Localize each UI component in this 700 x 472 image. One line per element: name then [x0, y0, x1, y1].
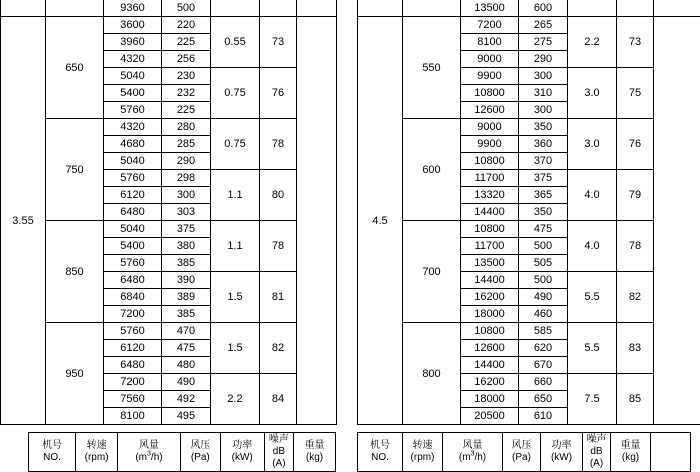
noise-cell: 79 [617, 170, 654, 221]
flow-cell: 8100 [104, 408, 162, 425]
power-cell: 1.1 [211, 221, 260, 272]
pressure-cell: 310 [519, 85, 568, 102]
pressure-cell: 370 [519, 153, 568, 170]
flow-cell: 16200 [461, 289, 519, 306]
pressure-cell: 650 [519, 391, 568, 408]
model-cell-top [1, 0, 46, 17]
power-cell: 7.5 [568, 374, 617, 425]
noise-cell: 82 [617, 272, 654, 323]
flow-cell: 10800 [461, 221, 519, 238]
speed-cell: 650 [46, 17, 104, 119]
header-flow: 风量 $(m^3/h)$ [118, 433, 181, 472]
flow-cell: 9000 [461, 119, 519, 136]
noise-cell: 85 [617, 374, 654, 425]
pressure-cell: 600 [519, 0, 568, 17]
header-extra [651, 433, 691, 472]
left-header-row [28, 432, 336, 472]
pressure-cell: 230 [162, 68, 211, 85]
header-noise: 噪声 dB (A) [583, 433, 611, 472]
flow-cell: 5760 [104, 102, 162, 119]
noise-cell: 76 [617, 119, 654, 170]
power-cell: 3.0 [568, 119, 617, 170]
pressure-cell: 380 [162, 238, 211, 255]
pressure-cell: 480 [162, 357, 211, 374]
power-cell: 2.2 [211, 374, 260, 425]
noise-cell: 83 [617, 323, 654, 374]
flow-cell: 18000 [461, 306, 519, 323]
noise-cell: 82 [260, 323, 297, 374]
power-cell: 1.5 [211, 272, 260, 323]
flow-cell: 13500 [461, 0, 519, 17]
pressure-cell: 475 [519, 221, 568, 238]
pressure-cell: 390 [162, 272, 211, 289]
flow-cell: 14400 [461, 357, 519, 374]
flow-cell: 3600 [104, 17, 162, 34]
header-power: 功率 (kW) [220, 433, 264, 472]
flow-cell: 20500 [461, 408, 519, 425]
pressure-cell: 620 [519, 340, 568, 357]
flow-cell: 7200 [461, 17, 519, 34]
flow-cell: 10800 [461, 323, 519, 340]
speed-cell: 850 [46, 221, 104, 323]
weight-cell-top [297, 0, 337, 17]
speed-cell: 700 [403, 221, 461, 323]
flow-cell: 13500 [461, 255, 519, 272]
flow-cell: 11700 [461, 170, 519, 187]
pressure-cell: 285 [162, 136, 211, 153]
power-cell: 2.2 [568, 17, 617, 68]
right-header-row [357, 432, 691, 472]
power-cell: 1.1 [211, 170, 260, 221]
speed-cell: 800 [403, 323, 461, 425]
flow-cell: 7560 [104, 391, 162, 408]
pressure-cell: 500 [519, 238, 568, 255]
power-cell: 1.5 [211, 323, 260, 374]
speed-cell: 600 [403, 119, 461, 221]
pressure-cell: 256 [162, 51, 211, 68]
pressure-cell: 375 [162, 221, 211, 238]
flow-cell: 7200 [104, 374, 162, 391]
speed-cell-top [46, 0, 104, 17]
flow-cell: 5040 [104, 221, 162, 238]
pressure-cell: 300 [519, 102, 568, 119]
pressure-cell: 670 [519, 357, 568, 374]
weight-cell [654, 17, 700, 425]
flow-cell: 14400 [461, 272, 519, 289]
pressure-cell: 225 [162, 34, 211, 51]
flow-cell: 6120 [104, 187, 162, 204]
pressure-cell: 385 [162, 255, 211, 272]
model-no-cell: 3.55 [1, 17, 46, 425]
flow-cell: 10800 [461, 85, 519, 102]
header-pressure: 风压 (Pa) [503, 433, 541, 472]
power-cell: 0.55 [211, 17, 260, 68]
noise-cell: 76 [260, 68, 297, 119]
power-cell-top [211, 0, 260, 17]
pressure-cell: 303 [162, 204, 211, 221]
pressure-cell: 290 [519, 51, 568, 68]
flow-cell: 3960 [104, 34, 162, 51]
power-cell-top [568, 0, 617, 17]
flow-cell: 9360 [104, 0, 162, 17]
pressure-cell: 660 [519, 374, 568, 391]
header-flow: 风量 $(m^3/h)$ [443, 433, 503, 472]
flow-cell: 10800 [461, 153, 519, 170]
header-model-no: 机号 NO. [358, 433, 403, 472]
pressure-cell: 495 [162, 408, 211, 425]
power-cell: 5.5 [568, 272, 617, 323]
flow-cell: 6480 [104, 357, 162, 374]
noise-cell: 80 [260, 170, 297, 221]
speed-cell: 550 [403, 17, 461, 119]
pressure-cell: 298 [162, 170, 211, 187]
model-cell-top [358, 0, 403, 17]
left-performance-table [0, 0, 337, 425]
noise-cell: 81 [260, 272, 297, 323]
pressure-cell: 389 [162, 289, 211, 306]
pressure-cell: 585 [519, 323, 568, 340]
flow-cell: 6480 [104, 272, 162, 289]
pressure-cell: 460 [519, 306, 568, 323]
flow-cell: 16200 [461, 374, 519, 391]
pressure-cell: 500 [519, 272, 568, 289]
flow-cell: 11700 [461, 238, 519, 255]
noise-cell: 78 [617, 221, 654, 272]
flow-cell: 6840 [104, 289, 162, 306]
model-no-cell: 4.5 [358, 17, 403, 425]
flow-cell: 7200 [104, 306, 162, 323]
flow-cell: 5760 [104, 255, 162, 272]
pressure-cell: 490 [162, 374, 211, 391]
flow-cell: 12600 [461, 102, 519, 119]
noise-cell: 73 [617, 17, 654, 68]
flow-cell: 5040 [104, 153, 162, 170]
header-speed: 转速 (rpm) [403, 433, 443, 472]
weight-cell [297, 17, 337, 425]
pressure-cell: 505 [519, 255, 568, 272]
power-cell: 0.75 [211, 119, 260, 170]
flow-cell: 18000 [461, 391, 519, 408]
pressure-cell: 280 [162, 119, 211, 136]
speed-cell: 750 [46, 119, 104, 221]
header-power: 功率 (kW) [541, 433, 583, 472]
right-performance-table [357, 0, 700, 425]
noise-cell: 78 [260, 221, 297, 272]
noise-cell-top [617, 0, 654, 17]
speed-cell: 950 [46, 323, 104, 425]
flow-cell: 5760 [104, 170, 162, 187]
power-cell: 3.0 [568, 68, 617, 119]
header-weight: 重量 (kg) [294, 433, 336, 472]
noise-cell: 73 [260, 17, 297, 68]
header-speed: 转速 (rpm) [76, 433, 118, 472]
flow-cell: 14400 [461, 204, 519, 221]
noise-cell-top [260, 0, 297, 17]
flow-cell: 13320 [461, 187, 519, 204]
pressure-cell: 490 [519, 289, 568, 306]
pressure-cell: 500 [162, 0, 211, 17]
flow-cell: 6120 [104, 340, 162, 357]
flow-cell: 12600 [461, 340, 519, 357]
pressure-cell: 610 [519, 408, 568, 425]
flow-cell: 9000 [461, 51, 519, 68]
header-noise: 噪声 dB (A) [264, 433, 293, 472]
weight-cell-top [654, 0, 700, 17]
pressure-cell: 232 [162, 85, 211, 102]
pressure-cell: 375 [519, 170, 568, 187]
flow-cell: 4320 [104, 51, 162, 68]
header-weight: 重量 (kg) [611, 433, 651, 472]
pressure-cell: 300 [519, 68, 568, 85]
flow-cell: 5040 [104, 68, 162, 85]
flow-cell: 5400 [104, 85, 162, 102]
pressure-cell: 225 [162, 102, 211, 119]
noise-cell: 84 [260, 374, 297, 425]
pressure-cell: 360 [519, 136, 568, 153]
flow-cell: 9900 [461, 136, 519, 153]
pressure-cell: 492 [162, 391, 211, 408]
header-pressure: 风压 (Pa) [180, 433, 220, 472]
flow-cell: 5400 [104, 238, 162, 255]
power-cell: 5.5 [568, 323, 617, 374]
pressure-cell: 365 [519, 187, 568, 204]
flow-cell: 9900 [461, 68, 519, 85]
power-cell: 0.75 [211, 68, 260, 119]
pressure-cell: 300 [162, 187, 211, 204]
pressure-cell: 470 [162, 323, 211, 340]
header-model-no: 机号 NO. [29, 433, 76, 472]
pressure-cell: 220 [162, 17, 211, 34]
flow-cell: 6480 [104, 204, 162, 221]
pressure-cell: 385 [162, 306, 211, 323]
flow-cell: 5760 [104, 323, 162, 340]
flow-cell: 8100 [461, 34, 519, 51]
pressure-cell: 275 [519, 34, 568, 51]
pressure-cell: 265 [519, 17, 568, 34]
flow-cell: 4680 [104, 136, 162, 153]
pressure-cell: 290 [162, 153, 211, 170]
noise-cell: 78 [260, 119, 297, 170]
pressure-cell: 350 [519, 204, 568, 221]
speed-cell-top [403, 0, 461, 17]
power-cell: 4.0 [568, 221, 617, 272]
power-cell: 4.0 [568, 170, 617, 221]
pressure-cell: 350 [519, 119, 568, 136]
pressure-cell: 475 [162, 340, 211, 357]
noise-cell: 75 [617, 68, 654, 119]
flow-cell: 4320 [104, 119, 162, 136]
